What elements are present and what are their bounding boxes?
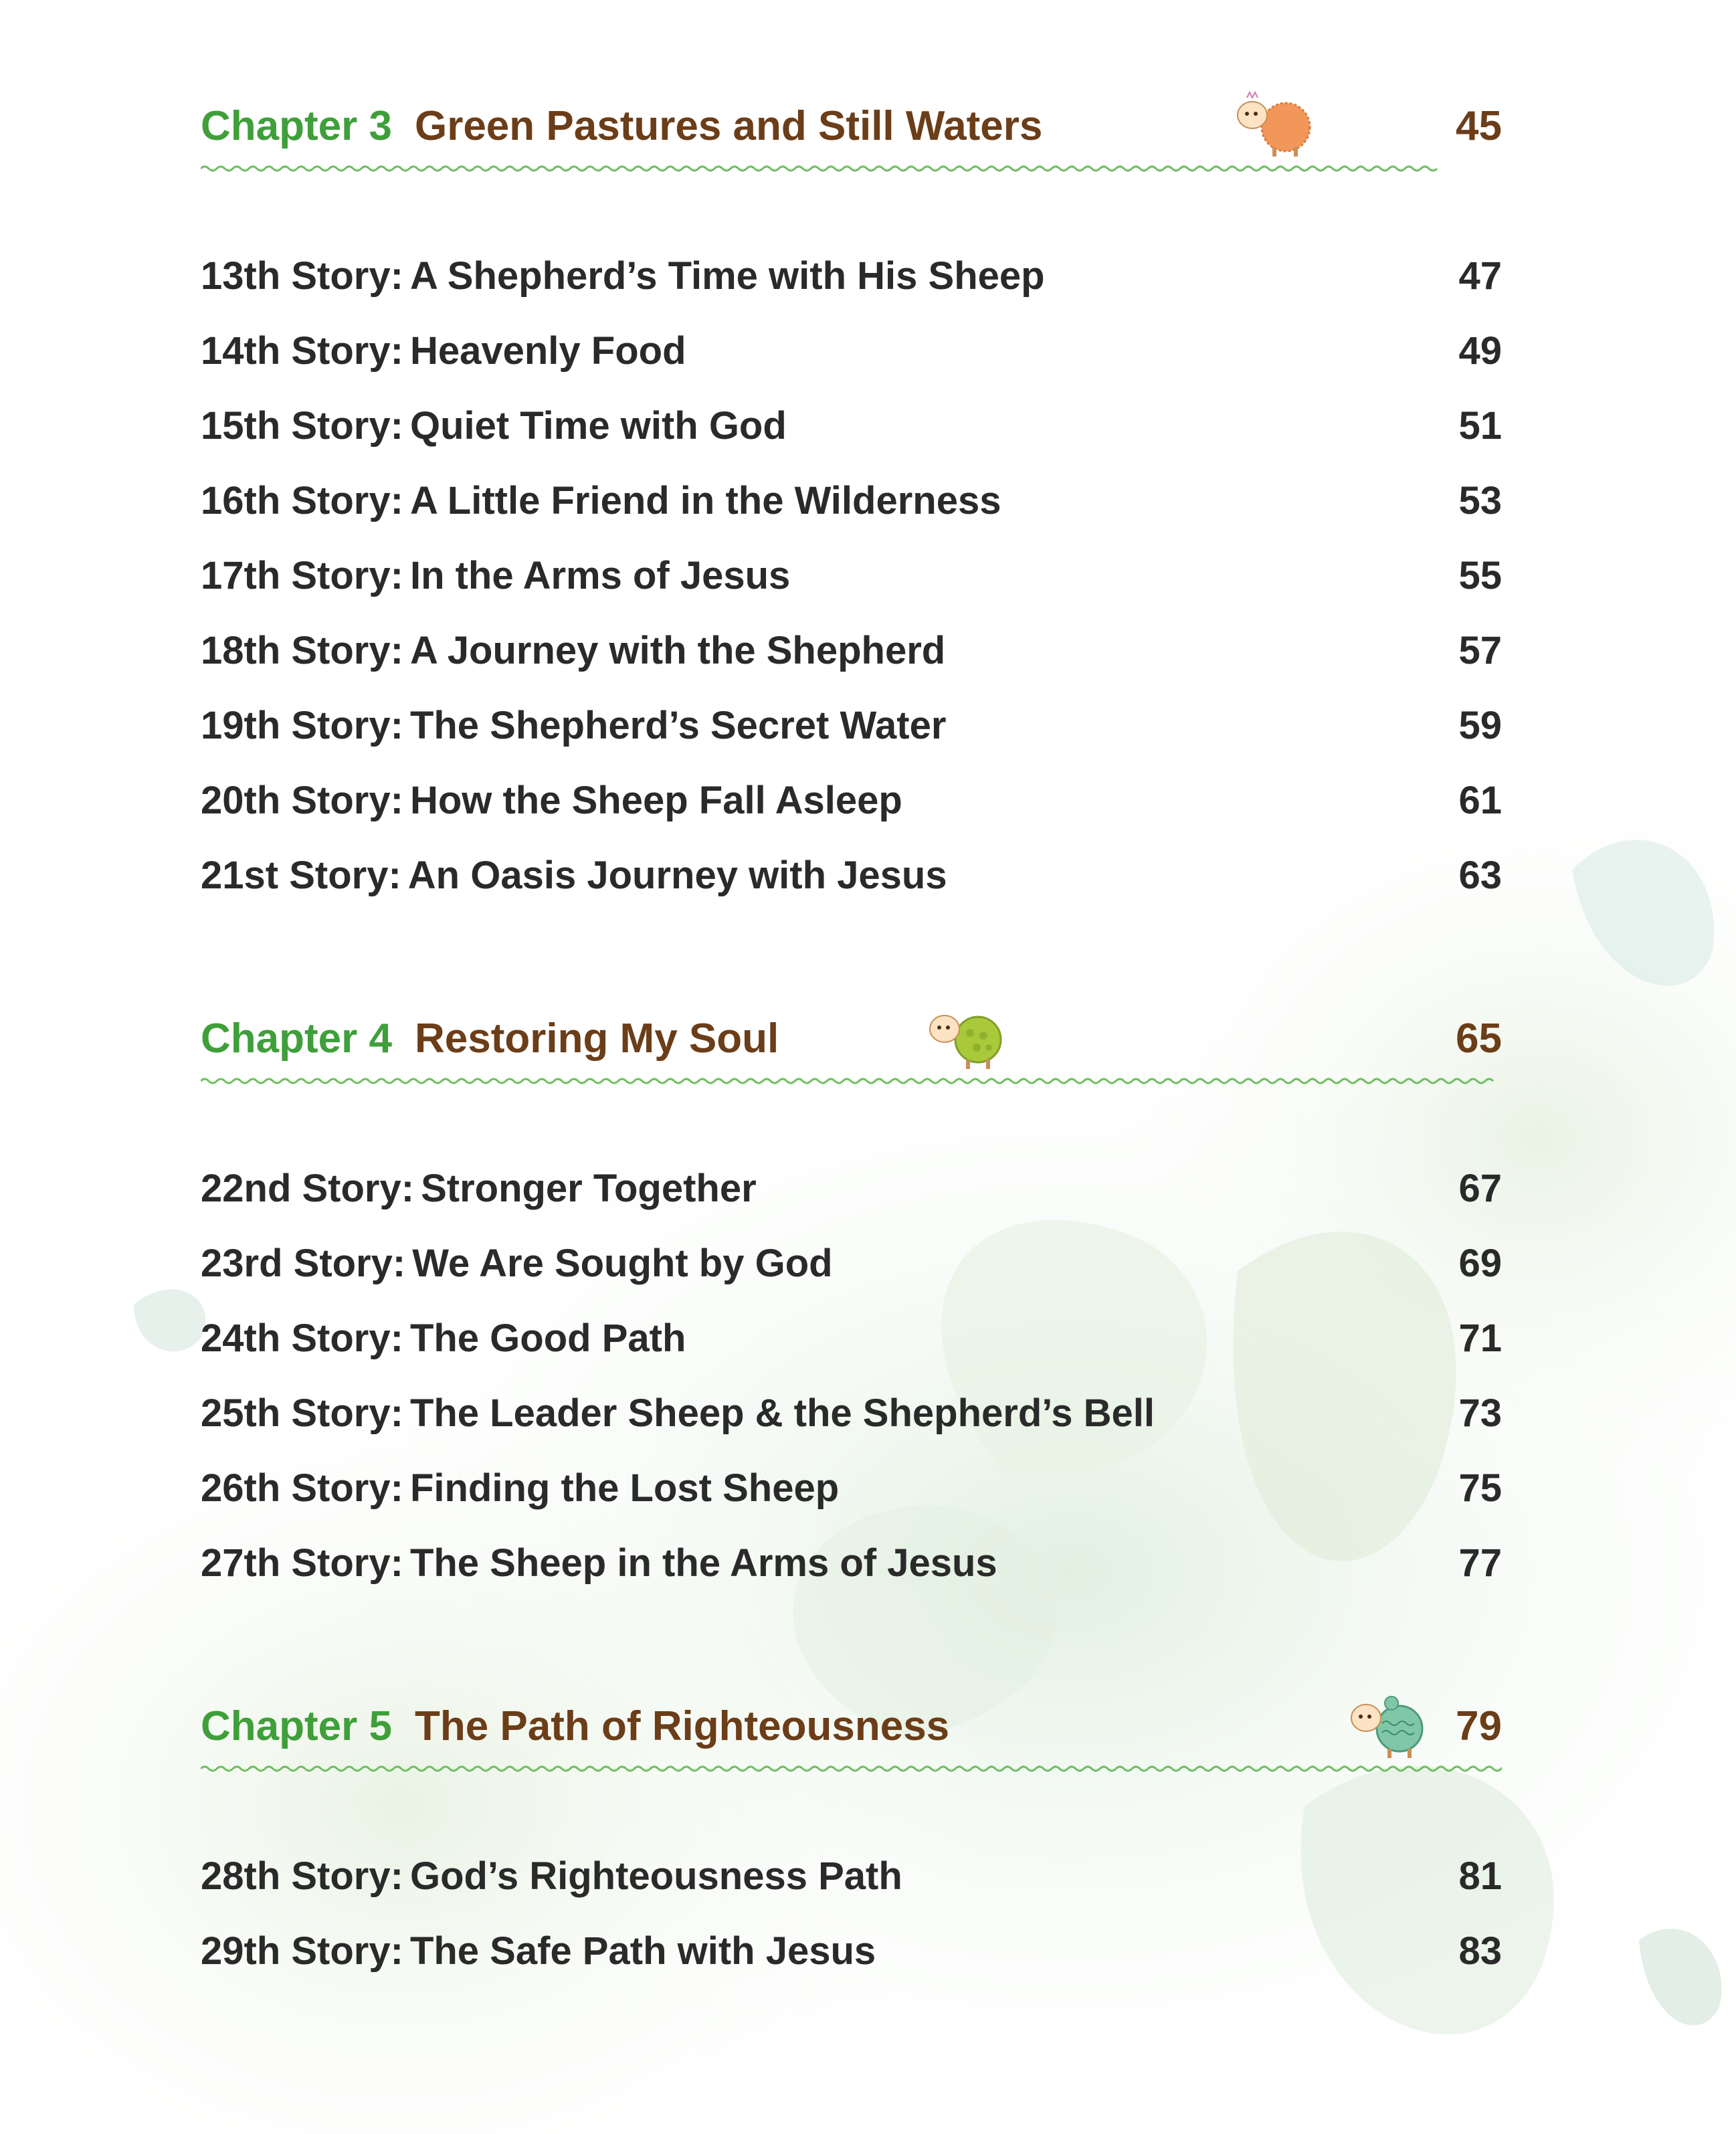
story-number: 26th Story:: [201, 1466, 403, 1510]
story-title: The Safe Path with Jesus: [409, 1929, 876, 1973]
story-number: 23rd Story:: [201, 1241, 406, 1285]
story-title: How the Sheep Fall Asleep: [409, 778, 902, 822]
chapter-page-number: 79: [1456, 1703, 1502, 1749]
chapter-page-number: 65: [1456, 1015, 1502, 1062]
story-list: [201, 1151, 1502, 1600]
chapter-label: Chapter 3: [201, 102, 392, 149]
story-item[interactable]: [201, 1913, 1502, 1988]
story-number: 28th Story:: [201, 1854, 403, 1898]
story-number: 25th Story:: [201, 1391, 403, 1435]
story-list: [201, 238, 1502, 912]
story-page-number: 59: [1458, 703, 1502, 747]
story-item[interactable]: [201, 1226, 1502, 1300]
story-title: A Shepherd’s Time with His Sheep: [409, 254, 1045, 298]
chapter-title: Green Pastures and Still Waters: [414, 102, 1043, 149]
chapter-header[interactable]: [201, 999, 1502, 1077]
story-page-number: 67: [1458, 1166, 1502, 1210]
story-title: The Leader Sheep & the Shepherd’s Bell: [409, 1391, 1155, 1435]
story-item[interactable]: [201, 463, 1502, 538]
story-page-number: 75: [1458, 1466, 1502, 1510]
story-page-number: 71: [1458, 1316, 1502, 1360]
story-page-number: 77: [1458, 1541, 1502, 1585]
story-number: 19th Story:: [201, 703, 403, 747]
story-item[interactable]: [201, 1151, 1502, 1226]
story-item[interactable]: [201, 1300, 1502, 1375]
story-title: God’s Righteousness Path: [409, 1854, 902, 1898]
story-page-number: 53: [1458, 478, 1502, 522]
story-number: 21st Story:: [201, 853, 401, 897]
chapter-label: Chapter 4: [201, 1015, 392, 1062]
story-page-number: 55: [1458, 553, 1502, 597]
story-page-number: 63: [1458, 853, 1502, 897]
wavy-divider: [201, 1076, 1502, 1086]
story-title: A Little Friend in the Wilderness: [409, 478, 1001, 522]
chapter-label: Chapter 5: [201, 1703, 392, 1749]
story-number: 17th Story:: [201, 553, 403, 597]
story-title: We Are Sought by God: [412, 1241, 833, 1285]
green-sheep-icon: [917, 1001, 1017, 1074]
story-item[interactable]: [201, 1375, 1502, 1450]
chapter-header[interactable]: [201, 1687, 1502, 1765]
chapter-3: [201, 87, 1502, 912]
story-title: Stronger Together: [421, 1166, 757, 1210]
story-item[interactable]: [201, 688, 1502, 763]
story-item[interactable]: [201, 313, 1502, 388]
story-number: 27th Story:: [201, 1541, 403, 1585]
story-page-number: 57: [1458, 628, 1502, 672]
story-item[interactable]: [201, 613, 1502, 688]
story-number: 29th Story:: [201, 1929, 403, 1973]
story-item[interactable]: [201, 1525, 1502, 1600]
chapter-5: [201, 1687, 1502, 1988]
story-number: 14th Story:: [201, 328, 403, 373]
chapter-4: [201, 999, 1502, 1600]
story-page-number: 61: [1458, 778, 1502, 822]
table-of-contents: [201, 87, 1502, 1988]
story-page-number: 69: [1458, 1241, 1502, 1285]
story-page-number: 51: [1458, 403, 1502, 448]
story-item[interactable]: [201, 388, 1502, 463]
teal-sheep-icon: [1338, 1688, 1438, 1762]
orange-sheep-icon: [1224, 88, 1325, 162]
story-title: Quiet Time with God: [409, 403, 787, 448]
chapter-title: The Path of Righteousness: [414, 1703, 950, 1749]
wavy-divider: [201, 1763, 1502, 1774]
story-item[interactable]: [201, 1450, 1502, 1525]
wavy-divider: [201, 163, 1502, 174]
story-page-number: 83: [1458, 1929, 1502, 1973]
story-item[interactable]: [201, 838, 1502, 912]
story-title: The Good Path: [409, 1316, 686, 1360]
story-title: Heavenly Food: [409, 328, 686, 373]
story-item[interactable]: [201, 538, 1502, 613]
story-page-number: 49: [1458, 328, 1502, 373]
story-number: 18th Story:: [201, 628, 403, 672]
story-item[interactable]: [201, 238, 1502, 313]
story-title: A Journey with the Shepherd: [409, 628, 946, 672]
story-number: 22nd Story:: [201, 1166, 415, 1210]
story-page-number: 81: [1458, 1854, 1502, 1898]
story-item[interactable]: [201, 763, 1502, 838]
story-title: The Shepherd’s Secret Water: [409, 703, 947, 747]
story-title: An Oasis Journey with Jesus: [407, 853, 947, 897]
story-number: 24th Story:: [201, 1316, 403, 1360]
story-list: [201, 1838, 1502, 1988]
story-title: In the Arms of Jesus: [409, 553, 791, 597]
story-number: 16th Story:: [201, 478, 403, 522]
story-title: The Sheep in the Arms of Jesus: [409, 1541, 997, 1585]
story-page-number: 73: [1458, 1391, 1502, 1435]
story-page-number: 47: [1458, 254, 1502, 298]
story-number: 15th Story:: [201, 403, 403, 448]
story-item[interactable]: [201, 1838, 1502, 1913]
chapter-page-number: 45: [1456, 102, 1502, 149]
chapter-title: Restoring My Soul: [414, 1015, 779, 1062]
story-number: 13th Story:: [201, 254, 403, 298]
chapter-header[interactable]: [201, 87, 1502, 165]
story-number: 20th Story:: [201, 778, 403, 822]
story-title: Finding the Lost Sheep: [409, 1466, 840, 1510]
